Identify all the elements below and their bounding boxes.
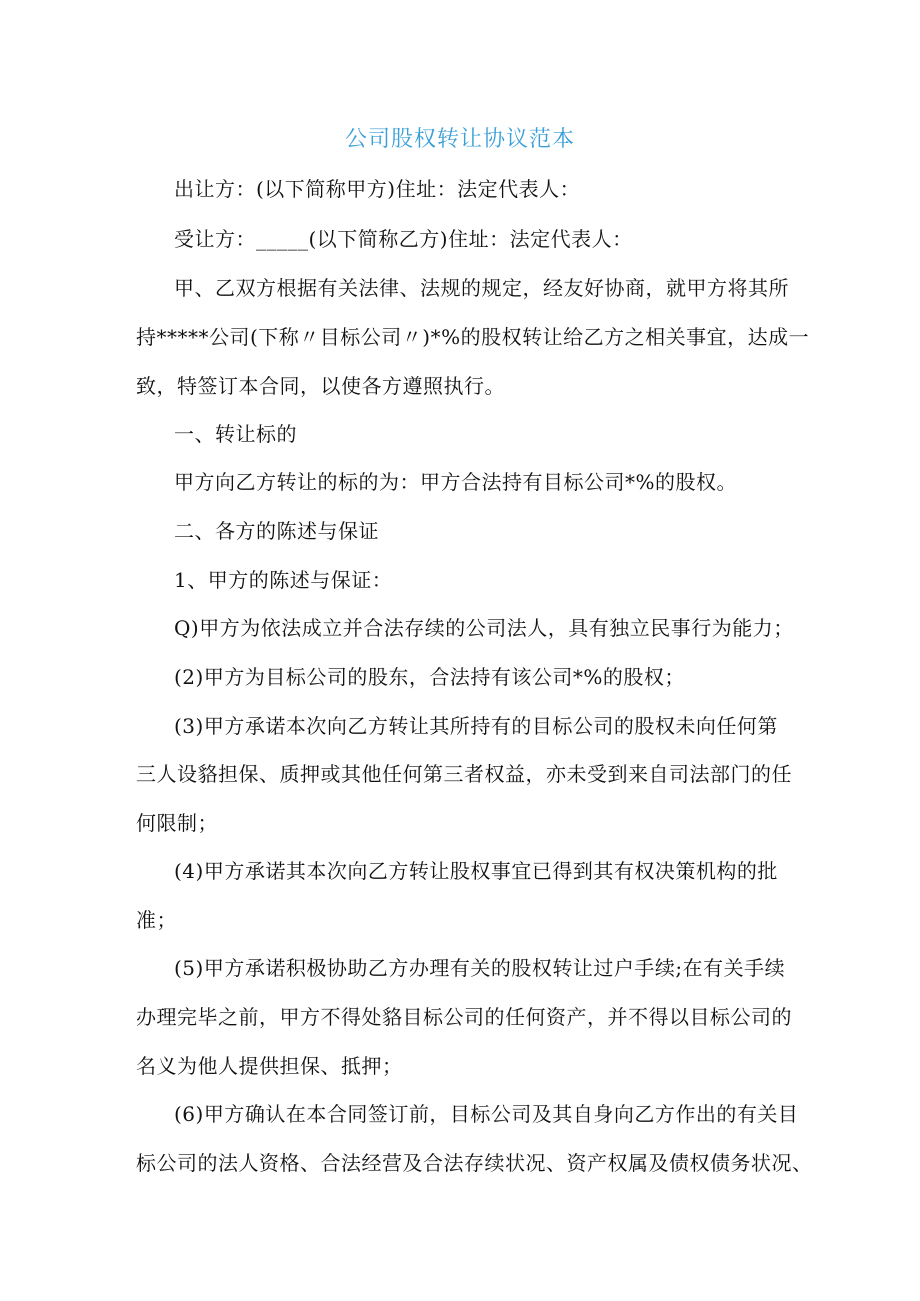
list-item-line: (2)甲方为目标公司的股东，合法持有该公司*%的股权； <box>174 665 685 689</box>
paragraph-line: 持*****公司(下称〃目标公司〃)*%的股权转让给乙方之相关事宜，达成一 <box>136 325 810 349</box>
section-heading: 二、各方的陈述与保证 <box>174 519 379 543</box>
list-item-line: 标公司的法人资格、合法经营及合法存续状况、资产权属及债权债务状况、 <box>136 1151 813 1175</box>
list-item-line: 三人设貉担保、质押或其他任何第三者权益，亦未受到来自司法部门的任 <box>136 762 792 786</box>
list-item-line: 准； <box>136 908 177 932</box>
paragraph-line: 甲方向乙方转让的标的为：甲方合法持有目标公司*%的股权。 <box>174 470 738 494</box>
list-item-line: (3)甲方承诺本次向乙方转让其所持有的目标公司的股权未向任何第 <box>174 714 778 738</box>
list-item-line: 何限制； <box>136 811 218 835</box>
list-item-line: 办理完毕之前，甲方不得处貉目标公司的任何资产，并不得以目标公司的 <box>136 1005 792 1029</box>
list-item-line: 名义为他人提供担保、抵押； <box>136 1054 403 1078</box>
list-item-line: (6)甲方确认在本合同签订前，目标公司及其自身向乙方作出的有关目 <box>174 1102 799 1126</box>
document-title: 公司股权转让协议范本 <box>344 127 575 152</box>
list-item-line: Q)甲方为依法成立并合法存续的公司法人，具有独立民事行为能力； <box>174 616 794 640</box>
section-heading: 一、转让标的 <box>174 422 297 446</box>
paragraph-line: 甲、乙双方根据有关法律、法规的规定，经友好协商，就甲方将其所 <box>174 276 789 300</box>
paragraph-line: 出让方：(以下简称甲方)住址：法定代表人： <box>174 177 581 201</box>
paragraph-line: 致，特签订本合同，以使各方遵照执行。 <box>136 374 505 398</box>
list-item-line: (5)甲方承诺积极协助乙方办理有关的股权转让过户手续;在有关手续 <box>174 956 786 980</box>
subsection-heading: 1、甲方的陈述与保证： <box>174 568 393 592</box>
paragraph-line: 受让方：_____(以下简称乙方)住址：法定代表人： <box>174 227 633 251</box>
list-item-line: (4)甲方承诺其本次向乙方转让股权事宜已得到其有权决策机构的批 <box>174 859 778 883</box>
